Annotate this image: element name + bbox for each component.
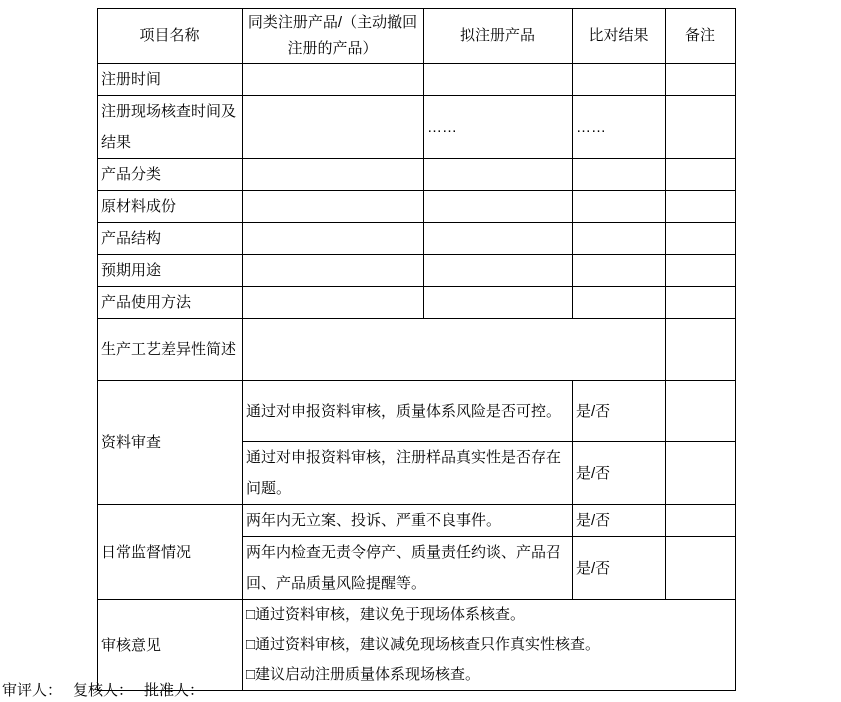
table-row [98,600,736,691]
site-verification-proposed-cell: …… [424,96,573,159]
row-label-intended-use: 预期用途 [98,255,243,287]
table-row [98,159,736,191]
empty-cell [666,96,736,159]
row-label-site-verification: 注册现场核查时间及结果 [98,96,243,159]
review-opinion-option-checkbox: □通过资料审核，建议免于现场体系核查。 [246,606,526,623]
row-label-product-structure: 产品结构 [98,223,243,255]
empty-cell [424,191,573,223]
table-header-row [98,9,736,64]
table-row [98,505,736,537]
data-review-item-text: 通过对申报资料审核，质量体系风险是否可控。 [243,381,573,442]
header-remarks: 备注 [666,9,736,64]
header-similar-registered-product: 同类注册产品/（主动撤回注册的产品） [243,9,424,64]
empty-cell [666,287,736,319]
empty-cell [573,159,666,191]
approver-label: 批准人： [144,682,205,699]
empty-cell [666,442,736,505]
row-label-registration-time: 注册时间 [98,64,243,96]
data-review-item-result: 是/否 [573,442,666,505]
empty-cell [243,191,424,223]
empty-cell [666,537,736,600]
empty-cell [424,223,573,255]
empty-cell [573,64,666,96]
table-row [98,319,736,381]
empty-cell [666,319,736,381]
data-review-item-text: 通过对申报资料审核，注册样品真实性是否存在问题。 [243,442,573,505]
site-verification-result-cell: …… [573,96,666,159]
row-label-review-opinion: 审核意见 [98,600,243,691]
table-row [98,223,736,255]
signature-line [2,681,215,701]
empty-cell [573,287,666,319]
empty-cell [424,159,573,191]
row-label-usage-method: 产品使用方法 [98,287,243,319]
table-row [98,287,736,319]
empty-cell [666,255,736,287]
empty-cell [243,96,424,159]
empty-cell [424,287,573,319]
daily-supervision-item-result: 是/否 [573,537,666,600]
daily-supervision-item-result: 是/否 [573,505,666,537]
empty-cell [243,319,666,381]
empty-cell [666,64,736,96]
empty-cell [424,64,573,96]
review-opinion-option-checkbox: □通过资料审核，建议减免现场核查只作真实性核查。 [246,636,601,653]
empty-cell [243,223,424,255]
review-opinion-option-checkbox: □建议启动注册质量体系现场核查。 [246,666,481,683]
header-item-name: 项目名称 [98,9,243,64]
table-row [98,255,736,287]
empty-cell [243,159,424,191]
table-row [98,191,736,223]
empty-cell [666,159,736,191]
empty-cell [666,381,736,442]
data-review-item-result: 是/否 [573,381,666,442]
row-label-process-difference: 生产工艺差异性简述 [98,319,243,381]
checker-label: 复核人： [73,682,134,699]
header-proposed-product: 拟注册产品 [424,9,573,64]
empty-cell [666,223,736,255]
empty-cell [424,255,573,287]
empty-cell [573,223,666,255]
empty-cell [666,505,736,537]
table-row [98,96,736,159]
daily-supervision-item-text: 两年内检查无责令停产、质量责任约谈、产品召回、产品质量风险提醒等。 [243,537,573,600]
reviewer-label: 审评人： [2,682,63,699]
empty-cell [666,191,736,223]
empty-cell [243,255,424,287]
empty-cell [573,255,666,287]
row-label-daily-supervision: 日常监督情况 [98,505,243,600]
header-comparison-result: 比对结果 [573,9,666,64]
daily-supervision-item-text: 两年内无立案、投诉、严重不良事件。 [243,505,573,537]
empty-cell [243,287,424,319]
review-opinion-options-cell [243,600,736,691]
table-row [98,381,736,442]
row-label-raw-materials: 原材料成份 [98,191,243,223]
table-row [98,64,736,96]
row-label-data-review: 资料审查 [98,381,243,505]
empty-cell [573,191,666,223]
comparison-review-table [97,8,736,691]
empty-cell [243,64,424,96]
row-label-product-category: 产品分类 [98,159,243,191]
